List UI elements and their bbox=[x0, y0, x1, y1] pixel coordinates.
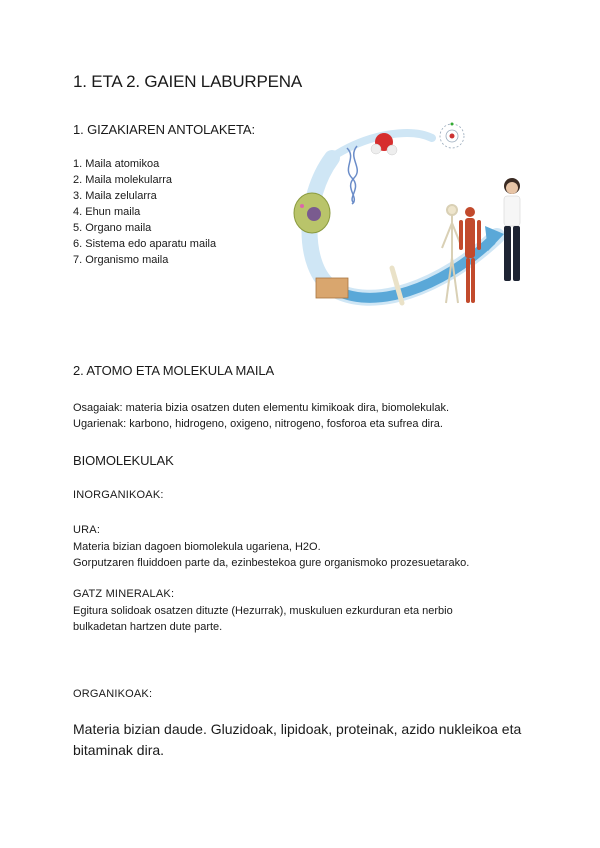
section1-heading: 1. GIZAKIAREN ANTOLAKETA: bbox=[73, 122, 255, 137]
list-item: 2. Maila molekularra bbox=[73, 174, 173, 186]
cell-icon bbox=[294, 193, 330, 233]
organic-text: Materia bizian daude. Gluzidoak, lipidoak, proteinak, azido nukleikoa eta bitaminak dira. bbox=[73, 721, 522, 758]
water-heading: URA: bbox=[73, 524, 101, 536]
person-icon bbox=[504, 178, 520, 281]
list-item: 6. Sistema edo aparatu maila bbox=[73, 238, 217, 250]
components-text: Osagaiak: materia bizia osatzen duten elementu kimikoak dira, biomolekulak. bbox=[73, 402, 450, 414]
inorganic-heading: INORGANIKOAK: bbox=[73, 489, 164, 501]
section2-heading: 2. ATOMO ETA MOLEKULA MAILA bbox=[73, 363, 275, 378]
list-item: 3. Maila zelularra bbox=[73, 190, 157, 202]
atom-icon bbox=[440, 123, 464, 149]
dna-icon bbox=[347, 146, 357, 204]
biomolecules-heading: BIOMOLEKULAK bbox=[73, 453, 174, 468]
organization-levels-list bbox=[73, 156, 216, 268]
list-item: 1. Maila atomikoa bbox=[73, 158, 160, 170]
list-item: 7. Organismo maila bbox=[73, 254, 169, 266]
list-item: 5. Organo maila bbox=[73, 222, 152, 234]
common-elements-text: Ugarienak: karbono, hidrogeno, oxigeno, nitrogeno, fosforoa eta sufrea dira. bbox=[73, 418, 443, 430]
skeleton-icon bbox=[442, 205, 462, 303]
salts-heading: GATZ MINERALAK: bbox=[73, 588, 175, 600]
organization-levels-illustration bbox=[292, 118, 532, 328]
water-line-2: Gorputzaren fluiddoen parte da, ezinbestekoa gure organismoko prozesuetarako. bbox=[73, 557, 470, 569]
tissue-icon bbox=[316, 278, 348, 298]
page-title: 1. ETA 2. GAIEN LABURPENA bbox=[73, 72, 302, 91]
salts-line-1: Egitura solidoak osatzen dituzte (Hezurrak), muskuluen ezkurduran eta nerbio bbox=[73, 605, 453, 617]
organic-heading: ORGANIKOAK: bbox=[73, 688, 153, 700]
list-item: 4. Ehun maila bbox=[73, 206, 141, 218]
water-line-1: Materia bizian dagoen biomolekula ugariena, H2O. bbox=[73, 541, 321, 553]
salts-line-2: bulkadetan hartzen dute parte. bbox=[73, 621, 223, 633]
